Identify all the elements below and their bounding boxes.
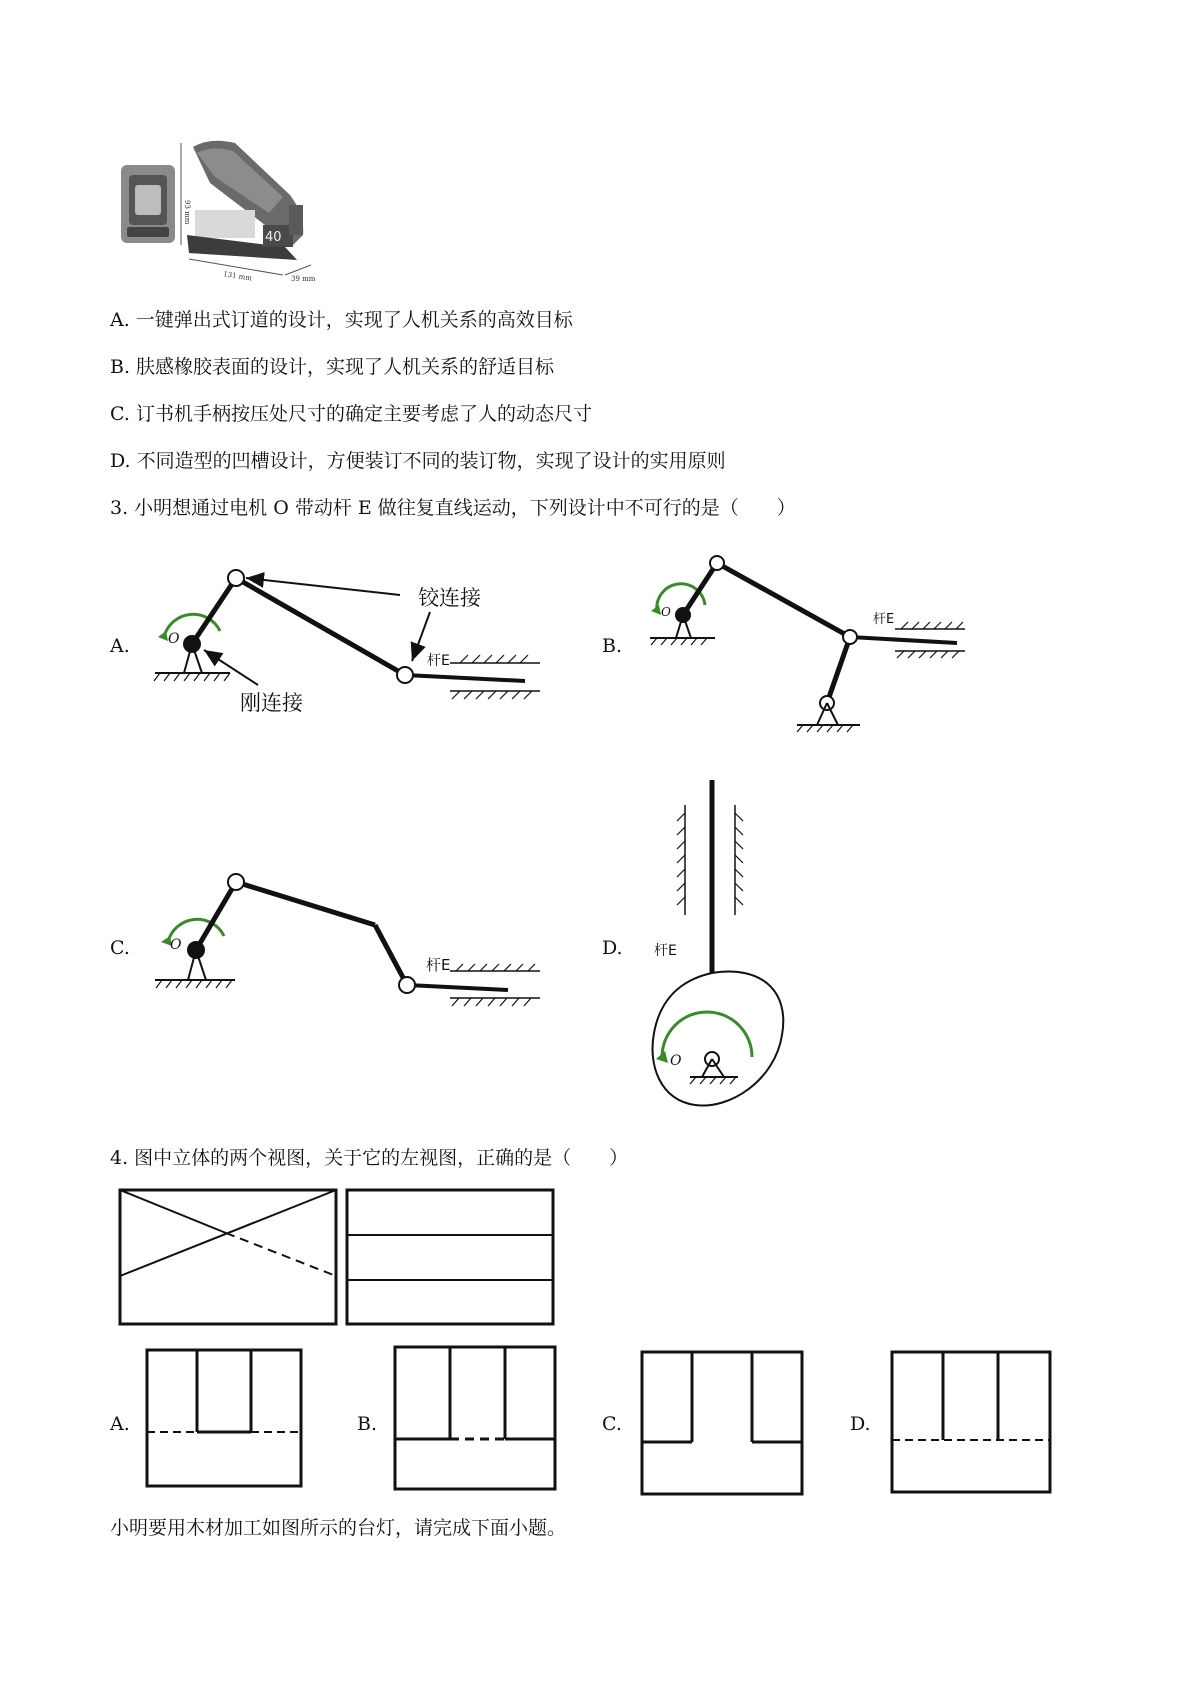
- q4-option-c-label: C.: [602, 1413, 622, 1435]
- motor-label-c: O: [170, 937, 182, 953]
- q4-option-a-label: A.: [110, 1413, 130, 1435]
- q2-option-c: C. 订书机手柄按压处尺寸的确定主要考虑了人的动态尺寸: [110, 403, 592, 425]
- q4-option-b-view: [393, 1345, 559, 1493]
- dim-length-label: 131 mm: [222, 270, 253, 283]
- q2-option-d: D. 不同造型的凹槽设计，方便装订不同的装订物，实现了设计的实用原则: [110, 450, 726, 472]
- q2-option-b: B. 肤感橡胶表面的设计，实现了人机关系的舒适目标: [110, 356, 555, 378]
- motor-label-b: O: [661, 605, 671, 619]
- stapler-photo: [115, 135, 335, 290]
- hinge-label: 铰连接: [418, 586, 481, 610]
- q3-figure-d: [640, 775, 810, 1125]
- q4-option-c-view: [640, 1350, 806, 1498]
- rod-e-label-b: 杆E: [873, 612, 895, 627]
- rod-e-label-c: 杆E: [426, 956, 451, 974]
- q3-option-c-label: C.: [110, 937, 130, 959]
- lamp-intro-text: 小明要用木材加工如图所示的台灯，请完成下面小题。: [110, 1517, 567, 1539]
- rod-e-label-d: 杆E: [654, 943, 677, 959]
- q4-option-a-view: [145, 1348, 305, 1490]
- q3-option-b-label: B.: [602, 635, 623, 657]
- rod-e-label-a: 杆E: [427, 653, 450, 669]
- q3-figure-a: [150, 555, 550, 720]
- q3-option-a-label: A.: [110, 635, 130, 657]
- q3-figure-c: [150, 870, 550, 1025]
- q4-front-view: [118, 1188, 340, 1328]
- rigid-label: 刚连接: [240, 691, 303, 715]
- motor-label: O: [168, 631, 180, 647]
- q3-stem: 3. 小明想通过电机 O 带动杆 E 做往复直线运动，下列设计中不可行的是（ ）: [110, 497, 796, 519]
- q3-figure-b: [645, 545, 1015, 735]
- stapler-model-text: 40: [265, 230, 282, 245]
- q4-top-view: [345, 1188, 557, 1328]
- q4-option-d-view: [890, 1350, 1054, 1496]
- q4-option-b-label: B.: [357, 1413, 378, 1435]
- q3-option-d-label: D.: [602, 937, 623, 959]
- stapler-side-view: [187, 141, 303, 260]
- dim-width-label: 39 mm: [291, 275, 316, 283]
- motor-label-d: O: [670, 1053, 682, 1069]
- stapler-front-view: [121, 165, 175, 243]
- q4-stem: 4. 图中立体的两个视图，关于它的左视图，正确的是（ ）: [110, 1147, 629, 1169]
- dim-height-label: 93 mm: [183, 200, 191, 225]
- q4-option-d-label: D.: [850, 1413, 871, 1435]
- q2-option-a: A. 一键弹出式订道的设计，实现了人机关系的高效目标: [110, 309, 573, 331]
